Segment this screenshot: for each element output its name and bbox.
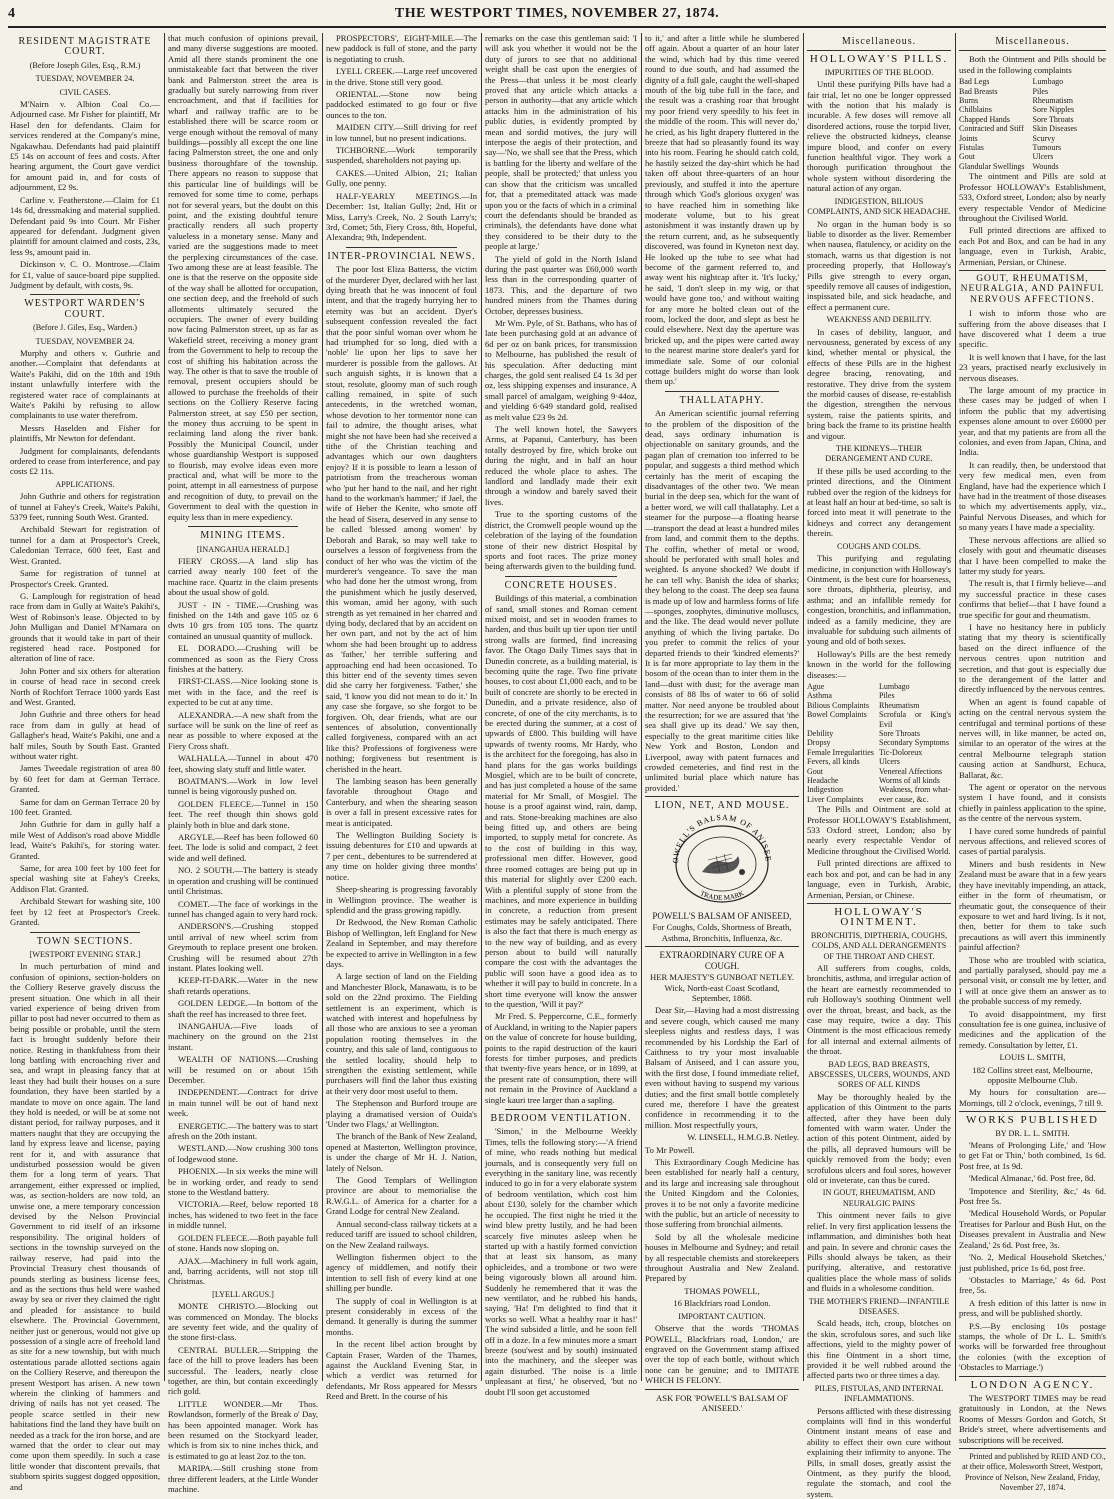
- paragraph: Sheep-shearing is progressing favorably in Wellington province. The weather is splendid and the grass growing rapidly.: [326, 884, 477, 915]
- ad-paragraph: Full printed directions are affixed to each Pot and Box, and can be had in any language, even in Turkish, Arabic, Armenian, Persian, or Chinese.: [959, 225, 1106, 267]
- column-7: [959, 33, 1106, 1493]
- list-item: Ulcers: [879, 757, 900, 767]
- subheading: CIVIL CASES.: [59, 87, 111, 97]
- paragraph: MARIPA.—Still crushing stone from three different leaders, at the Little Wonder machine.: [168, 1463, 318, 1495]
- list-item: Scrofula or King's Evil: [879, 710, 951, 729]
- ad-paragraph: Both the Ointment and Pills should be used in the following complaints: [959, 54, 1106, 75]
- divider: [30, 932, 140, 933]
- list-item: Sore Throats: [1032, 114, 1074, 124]
- ad-paragraph: Miners and bush residents in New Zealand must be aware that in a few years they have inevitably impending, an attack, either in the form of rheumatism, or rheumatic gout, the consequence of their exposure to wet and hard living. Is it not, then, better for them to take such precautions as will avert this imminently painful affection?: [959, 858, 1106, 953]
- trade-mark-stamp: [645, 814, 799, 908]
- divider: [959, 1448, 1106, 1449]
- ad-paragraph: 'No. 2, Medical Household Sketches,' just published, price 1s 6d, post free.: [959, 1252, 1106, 1273]
- ad-paragraph: I have no hesitancy here in publicly stating that my theory is scientifically based on the direct influence of the nervous centres upon nutrition and secretion, and that gout is especially due to the derangement of the latter and directly influenced by the nervous centres.: [959, 621, 1106, 695]
- paragraph: GOLDEN FLEECE.—Both payable full of stone. Hands now sloping on.: [168, 1232, 318, 1254]
- column-5: [645, 33, 799, 1413]
- divider: [645, 1389, 799, 1390]
- ad-title: HOLLOWAY'S OINTMENT.: [834, 905, 924, 929]
- list-item: Burns: [959, 96, 979, 106]
- ad-paragraph: All sufferers from coughs, colds, bronchitis, asthma, and irregular action of the heart are earnestly recommended to rub Holloway's soothing Ointment well over the throat, breast, and back, as the case may require, twice a day. This Ointment is the most efficacious remedy for all internal and external ailments of the throat.: [807, 962, 951, 1057]
- paragraph: True to the sporting customs of the district, the Cromwell people wound up the celebration of the laying of the foundation stone of their new district Hospital by sports and foot races. The prize money being afterwards given to the building fund.: [485, 509, 637, 572]
- list-item: Bad Legs: [959, 77, 990, 87]
- paragraph: that much confusion of opinions prevail, and many diverse suggestions are mooted. Amid all there stands prominent the one unmistakeable fact that between the river bank and Palmerston street the area is gradually but surely narrowing from river encroachment, and that if facilities for wharf and railway traffic are to be established there will be scarce room or verge enough without the removal of many buildings—possibly all except the one line facing Palmerston street, the one and only business thoroughfare of the township. There appears no reason to suppose that this particular line of buildings will be removed for some time to come, perhaps not for several years, but the doubt on this point, and the existing doubtful tenure practically renders all such property valueless in a monetary sense. Many and varied are the suggestions made to meet the perplexing circumstances of the case. Two among these are at least feasible. The one is that the reserve on the opposite side of the way shall be allotted for occupation, one section deep, and the freehold of such allotments ultimately secured the occupiers. The owner of every building now facing Palmerston street, up as far as Wakefield street, receiving a money grant from the Government to help to recoup the cost of shifting his habitation across the way. The other is that to save the trouble of removal, present occupiers should be allowed to purchase the freeholds of their sections on the Colliery Reserve facing Palmerston street, at say £50 per section, the money thus accruing to be spent in reclaiming land along the river bank. Possibly the Municipal Council, under whose guardianship Westport is supposed to flourish, may evolve ideas even more practical and, what will be more to the point, attempt in all earnestness of purpose and recognition of duty, to prevail on the Government to deal with the question in equity less than in mere expediency.: [168, 33, 318, 522]
- section-heading: THALLATAPHY.: [679, 394, 765, 406]
- list-item: Lumbago: [1032, 77, 1064, 87]
- paragraph: In the recent libel action brought by Captain Fraser, Warden of the Thames, against the Auckland Evening Star, in which a verdict was returned for defendants, Mr Ross appeared for Messrs Reed and Brett. In the course of his: [326, 1339, 477, 1402]
- list-item: Fistulas: [959, 143, 984, 153]
- seal-bottom-text: TRADE MARK: [698, 888, 746, 902]
- list-item: Rheumatism: [879, 700, 920, 710]
- ad-title: LONDON AGENCY.: [970, 1378, 1095, 1391]
- newspaper-title: THE WESTPORT TIMES, NOVEMBER 27, 1874.: [394, 6, 720, 21]
- divider: [645, 946, 799, 947]
- list-item: Asthma: [807, 691, 832, 701]
- paragraph: Annual second-class railway tickets at a reduced tariff are issued to school children, on the New Zealand railways.: [326, 1218, 477, 1250]
- section-heading: Miscellaneous.: [841, 36, 917, 47]
- column-3: [326, 33, 477, 1402]
- ad-address: 16 Blackfriars road London.: [673, 1298, 771, 1309]
- paragraph: ANDERSON'S.—Crushing stopped until arrival of new wheel scrim from Greymouth to replace present one broken. Crushing will be resumed about 27th instant. Plates looking well.: [168, 921, 318, 973]
- divider: [959, 270, 1106, 271]
- paragraph: In much perturbation of mind and confusion of opinions, section-holders on the Colliery Reserve gravely discuss the present situation. One which in all their varied experience of being driven from pillar to post had never occurred to them as being possible or probable, until the stern fact is brought suddenly before their notice. Resting in thankfulness from their long battling with encroaching river and sea, and wrapt in pleasing fancy that at least they had built their houses on a sure foundation, they have been startled by a mandate to move on once again. The land they hold is needed, or will be at some not distant period, for railway purposes, and it matters naught that they are occupying the land by express leave and license, paying rent for it, and with assurance that undisturbed possession would be given them for a long term of years. That arrangement, either expressed or implied, was, as section-holders are now told, an unwise one, a mere temporary concession devised by the Nelson Provincial Government to rid itself of an irksome responsibility. The original holders of sections in the township surveyed on the railway reserve, had paid into the Provincial Treasury chest thousands of pounds sterling as business license fees, and as the sections thus held were washed away by sea or river they claimed the right and pleaded for assistance to build elsewhere. The Provincial Government, neither just or generous, would not give up possession of a single acre of freehold land as site for a new township, but with much ostentatious parade allotted sections again on the Colliery Reserve, and thereupon the present Westport has arisen. A new town wherein the clinking of hammers and driving of nails has not yet ceased. The people scarce settled in their new habitations find the land they have built on needed as a track for the iron horse, and are warned that the order to clear out may come upon them speedily. In such a case little wonder that discontent prevails, that stubborn spirits suggest dogged opposition, and: [10, 961, 160, 1492]
- paragraph: WESTLAND.—Now crushing 300 tons of lodgewood stone.: [168, 1143, 318, 1164]
- ad-paragraph: Until these purifying Pills have had a fair trial, let no one be longer oppressed with the notion that his malady is incurable. A few doses will remove all disordered actions, rouse the torpid liver, relieve the obstructed kidneys, cleanse impure blood, and confer on every function healthful vigor. They work a thorough purification throughout the whole system without disordering the natural action of any organ.: [807, 79, 951, 194]
- list-item: Gout: [807, 766, 823, 776]
- list-item: Fevers, all kinds: [807, 757, 860, 767]
- seal-top-text: OWELL'S BALSAM OF ANISEE: [670, 813, 774, 864]
- paragraph: Buildings of this material, a combination of sand, small stones and Roman cement mixed moist, and set in wooden frames to harden, and thus built up tier upon tier until strong walls are formed, find increasing favor. The Otago Daily Times says that in Dunedin concrete, as a building material, is becoming quite the rage. Two fine private houses, to cost about £1,000 each, and to be built of concrete are shortly to be erected in Dunedin, and a private residence, also of concrete, of one of the city merchants, is to be erected during the summer, at a cost of upwards of £800. This building will have upwards of twenty rooms. Mr Hardy, who is the architect for the foregoing, has also in hand plans for the gas works buildings Mosgiel, which are to be built of concrete, and has just completed a house of the same material for Mr Small, of Mosgiel. The house is a proof against wind, rain, damp, and rats. Stone-breaking machines are also being fitted up, and others are being imported, to supply metal for concrete. As to the cost of building in this way, professional men differ. However, good three roomed cottages are being put up in this material for slightly over £200 each. With a plentiful supply of stone from the machines, and more experience in building in concrete, a reduction from present estimates may be safely anticipated. There is also the fact that there is much energy as to the new way of building, and as every person about to build will naturally compare the cost with the advantages the public will soon have a good idea as to whether it will pay to build in concrete. In a short time everyone will know the answer to the question, 'Will it pay?': [485, 593, 637, 1009]
- paragraph: Dr Redwood, the New Roman Catholic Bishop of Wellington, left England for New Zealand in September, and may therefore be expected to arrive in Wellington in a few days.: [326, 917, 477, 969]
- list-item: Ague: [807, 681, 825, 691]
- ad-paragraph: I have cured some hundreds of painful nervous affections, and relieved scores of cases of partial paralysis.: [959, 825, 1106, 857]
- ad-subheading: BY DR. L. L. SMITH.: [995, 1128, 1070, 1138]
- subheading: (Before Joseph Giles, Esq., R.M.): [29, 60, 141, 70]
- dateline: TUESDAY, NOVEMBER 24.: [35, 336, 135, 346]
- divider: [645, 796, 799, 797]
- list-item: Wounds: [1032, 161, 1059, 171]
- column-rule: [955, 33, 956, 1381]
- list-item: Sore Throats: [879, 729, 920, 738]
- paragraph: INANGAHUA.—Five loads of machinery on the ground on the 21st instant.: [168, 1020, 318, 1052]
- ad-subheading: BAD LEGS, BAD BREASTS, ABSCESSES, ULCERS, WOUNDS, AND SORES OF ALL KINDS: [808, 1059, 950, 1090]
- ad-paragraph: This purifying and regulating medicine, in conjunction with Holloway's Ointment, is the best cure for hoarseness, sore throats, diphtheria, pleurisy, and asthma; and an infallible remedy for congestion, bronchitis, and inflammation, indeed as a family medicine, they are invaluable for subduing such ailments of young and old of both sexes.: [807, 553, 951, 647]
- paragraph: The Stephenson and Burford troupe are playing a dramatised version of Ouida's 'Under two Flags,' at Wellington.: [326, 1098, 477, 1130]
- ad-signature: W. LINSELL, H.M.G.B. Netley.: [687, 1132, 799, 1143]
- ad-paragraph: The result is, that I firmly believe—and my successful practice in these cases confirms that belief—that I have found a true specific for gout and rheumatism.: [959, 578, 1106, 620]
- paragraph: ORIENTAL.—Stone now being paddocked estimated to go four or five ounces to the ton.: [326, 89, 477, 120]
- complaint-list: [959, 77, 1106, 171]
- ad-paragraph: Holloway's Pills are the best remedy known in the world for the following diseases:—: [807, 648, 951, 680]
- paragraph: Archibald Stewart for registration of tunnel for a dam at Prospector's Creek, Caledonian Terrace, 600 feet, East and West. Granted.: [10, 524, 160, 566]
- paragraph: LYELL CREEK.—Large reef uncovered in the drive. Stone still very good.: [326, 66, 477, 87]
- paragraph: The supply of coal in Wellington is at present considerably in excess of the demand. It generally is during the summer months.: [326, 1295, 477, 1337]
- paragraph: to it,' and after a little while he slumbered off again. About a quarter of an hour later the wind, which had by this time veered round to due south, and had assumed the dignity of a full gale, caught the well-shaped mouth of the big tube full in the face, and the result was a crashing roar that brought my poor friend very speedily to his feet in the middle of the room. This will never do,' he cried, as his light drapery fluttered in the breeze that had so pleasantly found its way into his room. Fearing he should catch cold, he hastily seized the day-shirt which he had taken off about three-quarters of an hour previously, and stuffed it into the aperture through which 'God's glorious oxygen' was to have reached him in something like moderate volume, but to his great astonishment it was instantly drawn up by the return current, and, as he subsequently discovered, was found in Kyneton next day. He looked up the tube to see what had become of the garment referred to, and away went his nightcap after it. 'It's lucky,' he said, 'I don't sleep in my wig, or that would have gone too,' and without waiting for any more he bolted clean out of the room, locked the door, and slept as best he could elsewhere. Next day the aperture was bricked up, and the pipes were carted away to the nearest marine store dealer's yard for immediate sale. Some of our colonial cottage builders might do worse than look them up.': [645, 33, 799, 387]
- divider: [807, 50, 951, 51]
- ad-maker: THOMAS POWELL,: [684, 1285, 760, 1296]
- ad-subheading: WEAKNESS AND DEBILITY.: [826, 315, 932, 325]
- ad-subheading: PILES, FISTULAS, AND INTERNAL INFLAMMATIONS.: [814, 1383, 944, 1404]
- paragraph: AJAX.—Machinery in full work again, and, barring accidents, will not stop till Christmas.: [168, 1255, 318, 1287]
- paragraph: M'Nairn v. Albion Coal Co.—Adjourned case. Mr Fisher for plaintiff, Mr Hasel den for defendants. Claim for services rendered at the Company's mine, Ngakawhau. Defendants had paid plaintiff £5 14s on account of fees and costs. After hearing argument, the Court gave verdict for amount paid in, and for costs of adjournment, £2 9s.: [10, 99, 160, 193]
- paragraph: BOATMAN'S.—Work in low level tunnel is being vigorously pushed on.: [168, 776, 318, 797]
- paragraph: KEEP-IT-DARK.—Water in the new shaft retards operations.: [168, 975, 318, 996]
- ad-addressee: To Mr Powell.: [645, 1144, 695, 1155]
- paragraph: The yield of gold in the North Island during the past quarter was £60,000 worth less than in the corresponding quarter of 1873. This, and the departure of two hundred miners from the Thames during October, depresses business.: [485, 253, 637, 316]
- ad-paragraph: Those who are troubled with sciatica, and partially paralysed, should pay me a personal visit, or consult me by letter, and I will at once give them an answer as to the probable success of my remedy.: [959, 954, 1106, 1007]
- ad-paragraph: The ointment and Pills are sold at Professor HOLLOWAY's Establishment, 533, Oxford street, London; also by nearly every respectable Vendor of Medicine throughout the Civilised World.: [959, 171, 1106, 223]
- list-item: Liver Complaints: [807, 794, 864, 804]
- section-heading: INTER-PROVINCIAL NEWS.: [327, 250, 476, 262]
- paragraph: MONTE CHRISTO.—Blocking out was commenced on Monday. The blocks are seventy feet wide, and the quality of the stone first-class.: [168, 1301, 318, 1343]
- list-item: Tumours: [1032, 143, 1062, 153]
- ad-paragraph: 'Impotence and Sterility, &c,' 4s 6d. Post free 5s.: [959, 1185, 1106, 1207]
- ad-paragraph: 'Medical Almanac,' 6d. Post free, 8d.: [969, 1173, 1096, 1184]
- ad-paragraph: The Pills and Ointment are sold at Professor HOLLOWAY'S Establishment, 533 Oxford street, London; also by nearly every respectable Vendor of Medicine throughout the Civilised World.: [807, 804, 951, 856]
- ad-title: POWELL'S BALSAM OF ANISEED,: [652, 911, 792, 922]
- ad-paragraph: P.S.—By enclosing 10s postage stamps, the whole of Dr L. L. Smith's works will be forwarded free throughout the colonies (with the exception of 'Obstacles to Marriage.'): [959, 1320, 1106, 1373]
- paragraph: remarks on the case this gentleman said: 'I will ask you whether it would not be the duty of jurors to see that no additional weight shall be cast upon the energies of the Press—that unless it be most clearly proved that any article which attacks a person in authority—that any article which attacks him in the administration of his public duties, is evidently prompted by mean and sordid motives, the jury will interpose the aegis of their protection, and say—'No, we shall see that the Press, which is battling for the liberty and welfare of the people, shall be protected;' that unless you can show that the criticism was uncalled for, that a premeditated attack was made upon you or the facts of which in a criminal court the defendants should be branded as criminals), the defendants have done what they considered to be their duty to the people at large.': [485, 33, 637, 252]
- list-item: Tic-Doloreux: [879, 747, 923, 757]
- section-heading: CONCRETE HOUSES.: [504, 579, 618, 591]
- ad-location: HER MAJESTY'S GUNBOAT NETLEY. Wick, North-east Coast Scotland, September, 1868.: [650, 972, 794, 1003]
- ad-paragraph: 'Medical Household Words, or Popular Treatises for Parlour and Bush Hut, on the Diseases prevalent in Australia and New Zealand,' 2s 6d. Post free, 3s.: [959, 1208, 1106, 1250]
- ad-paragraph: A fresh edition of this latter is now in press, and will be published shortly.: [959, 1297, 1106, 1319]
- paragraph: The Wellington Building Society is issuing debentures for £10 and upwards at 7 per cent., debentures to be surrendered at any time on holder giving three months' notice.: [326, 830, 477, 882]
- list-item: Secondary Symptoms: [879, 738, 949, 748]
- ad-subheading: COUGHS AND COLDS.: [837, 541, 921, 551]
- ad-paragraph: If these pills be used according to the printed directions, and the Ointment rubbed over the region of the kidneys for at least half an hour at bed-time, so salt is forced into meat it will penetrate to the kidneys and correct any derangement therein.: [807, 465, 951, 539]
- ad-paragraph: The agent or operator on the nervous system I have found, and it consists chiefly in painless application to the spine, as the centre of the nervous system.: [959, 782, 1106, 824]
- dateline: TUESDAY, NOVEMBER 24.: [35, 74, 135, 84]
- paragraph: The poor lost Eliza Batterss, the victim of the murderer Dyer, declared with her last dying breath that he was innocent of foul intent, and that the tragedy hurrying her to eternity was but an accident. Dyer's subsequent confession revealed the fact that the poor sinful woman over whom he had triumphed for so long, died with a 'noble' lie upon her lips to save her murderer is possible from the gallows. At such anguish sights, it is known that a stout, resolute, gloomy man of such rough calling remained, in spite of such antecedents, in the wretched woman, whose devotion to her tormentor none can fail to admire, the thought arises, what might she not have been had she received a tithe of the Christian teaching and advantages which our own daughters enjoy? If it is possible to learn a lesson of patriotism from the treacherous woman who 'put her hand to the nail, and her right hand to the workman's hammer;' if Jael, the wife of Heber the Kenite, who smote off the head of Sisera, deserved in any sense to be called 'blessed among women' by Deborah and Barak, so may well take to ourselves a lesson of forgiveness from the conduct of her who was the victim of the murderer's vengeance. To save the man who had done her the utmost wrong, from the punishment which he justly deserved, this woman, amid her agony, with such strength as yet remained in her charred and dying body, declared that by an accident on her own part, and not by the act of him whom she had been brought up to address as 'father,' her terrible suffering and approaching end had been occasioned. To this bitter end of the seventy times seven did she carry her forgiveness. 'Father,' she said, 'I know you did not mean to do it.' In any case she forgave, so she forgot to be forgiven. Oh, dear friends, what are our sentences of absolution, conventionally called forgiveness, compared with an act like this? Professions of forgiveness were nothing; forgiveness but resentment is cherished in the heart.: [326, 264, 477, 774]
- paragraph: Judgment for complainants, defendants ordered to cease from interference, and pay costs £2 11s.: [10, 445, 160, 477]
- ad-title: HOLLOWAY'S PILLS.: [809, 53, 949, 66]
- list-item: Piles: [879, 691, 895, 701]
- page-number: 4: [8, 6, 16, 21]
- list-item: Joints: [959, 133, 978, 143]
- column-rule: [481, 33, 482, 1381]
- list-item: Gout: [959, 152, 975, 162]
- ad-subheading: IMPURITIES OF THE BLOOD.: [824, 67, 934, 77]
- ad-paragraph: The WESTPORT TIMES may be read gratuitously in London, at the News Rooms of Messrs Gordon and Gotch, St Bride's street, where advertisements and subscriptions will be received.: [959, 1392, 1106, 1445]
- ad-heading: LION, NET, AND MOUSE.: [654, 800, 790, 812]
- list-item: Rheumatism: [1032, 96, 1073, 106]
- source-credit: [LYELL ARGUS.]: [212, 1289, 274, 1299]
- column-rule: [164, 33, 165, 1381]
- ad-paragraph: Full printed directions are affixed to each box and pot, and can be had in any language, even in Turkish, Arabic, Armenian, Persian, or Chinese.: [807, 858, 951, 900]
- paragraph: James Tweedale registration of area 80 by 60 feet for dam at German Terrace. Granted.: [10, 763, 160, 795]
- divider: [807, 903, 951, 904]
- paragraph: ALEXANDRA.—A new shaft from the surface will be sunk on the line of reef as near as possible to where exposed at the Fiery Cross shaft.: [168, 709, 318, 751]
- divider: [665, 391, 779, 392]
- paragraph: Mr Fred. S. Peppercorne, C.E., formerly of Auckland, in writing to the Napier papers on the value of concrete for house building, points to the rapid destruction of the kauri forests for timber purposes, and predicts that twenty-five years hence, or in 1899, at the present rate of consumption, there will not remain in the Province of Auckland a single kauri tree larger than a sapling.: [485, 1011, 637, 1105]
- ad-paragraph: This ointment never fails to give relief. In very first application lessens the inflammation, and diminishes both heat and pain. In severe and chronic cases the Pills should always be taken, as their purifying, alterative, and restorative qualities place the whole mass of solids and fluids in a wholesome condition.: [807, 1210, 951, 1294]
- paragraph: Dickinson v. C. O. Montrose.—Claim for £1, value of sauce-board pipe supplied. Judgment by default, with costs, 9s.: [10, 259, 160, 290]
- section-heading: BEDROOM VENTILATION.: [490, 1113, 632, 1125]
- masthead-rule: [8, 26, 1106, 28]
- paragraph: TICHBORNE.—Work temporarily suspended, shareholders not paying up.: [326, 145, 477, 166]
- ad-paragraph: 'Means of Prolonging Life,' and 'How to get Fat or Thin,' both combined, 1s 6d. Post free, at 1s 9d.: [959, 1140, 1106, 1171]
- divider: [505, 576, 617, 577]
- paragraph: John Guthrie and others for registration of tunnel at Fahey's Creek, Waite's Pakihi, 5379 feet, running South West. Granted.: [10, 491, 160, 523]
- paragraph: CENTRAL BULLER.—Stripping the face of the hill to prove leaders has been successful. The leaders, nearly close together, are thin, but contain exceedingly rich gold.: [168, 1344, 318, 1397]
- list-item: Scurvy: [1032, 133, 1056, 143]
- paragraph: John Potter and six others for alteration in course of head race in second creek North of Rochfort Terrace 1000 yards East and West. Granted.: [10, 665, 160, 707]
- ad-paragraph: Sold by all the wholesale medicine houses in Melbourne and Sydney; and retail by all respectable chemists and storekeepers throughout Australia and New Zealand. Prepared by: [645, 1231, 799, 1284]
- ad-paragraph: This Extraordinary Cough Medicine has been established for nearly half a century, and its large and increasing sale throughout the United Kingdom and the Colonies, proves it to be not only a favorite medicine with the public, but an article of necessity to those suffering from bronchial ailments.: [645, 1157, 799, 1230]
- paragraph: A large section of land on the Fielding and Manchester Block, Manawatu, is to be sold on the 22nd proximo. The Fielding settlement is an experiment, which is watched with interest and hopefulness by all those who are anxious to see a yeoman population rooting themselves in the country, and this sale of land, contiguous to the settled locality, should help to strengthen the existing settlement, while purchasers will find the labor thus existing at their very door most useful to them.: [326, 971, 477, 1096]
- paragraph: ENERGETIC.—The battery was to start afresh on the 20th instant.: [168, 1120, 318, 1142]
- list-item: Bowel Complaints: [807, 710, 867, 720]
- paragraph: PHOENIX.—In six weeks the mine will be in working order, and ready to send stone to the Westland battery.: [168, 1166, 318, 1198]
- list-item: Weakness, from what-: [879, 785, 951, 795]
- disease-list: [807, 682, 951, 804]
- list-item: Sore Nipples: [1032, 105, 1075, 115]
- paragraph: WALHALLA.—Tunnel in about 470 feet, showing slaty stuff and little water.: [168, 753, 318, 774]
- svg-text:POWELL'S BALSAM OF ANISEED: [662, 814, 773, 864]
- list-item: Chapped Hands: [959, 114, 1010, 124]
- list-item: Skin Diseases: [1032, 124, 1078, 134]
- ad-headline: EXTRAORDINARY CURE OF A COUGH.: [659, 950, 785, 971]
- column-rule: [803, 33, 804, 1381]
- paragraph: Same for dam on German Terrace 20 by 100 feet. Granted.: [10, 796, 160, 818]
- list-item: Ulcers: [1032, 152, 1054, 162]
- paragraph: FIRST-CLASS.—Nice looking stone is met with in the face, and the reef is expected to be cut at any time.: [168, 676, 318, 708]
- paragraph: WEALTH OF NATIONS.—Crushing will be resumed on or about 15th December.: [168, 1054, 318, 1085]
- ad-subtitle: For Coughs, Colds, Shortness of Breath, Asthma, Bronchitis, Influenza, &c.: [652, 922, 792, 943]
- ad-paragraph: To avoid disappointment, my first consultation fee is one guinea, inclusive of medicines and the application of the remedy. Consultation by letter, £1.: [959, 1008, 1106, 1050]
- paragraph: Messrs Haselden and Fisher for plaintiffs, Mr Newton for defendant.: [10, 422, 160, 444]
- ad-paragraph: In cases of debility, languor, and nervousness, generated by excess of any kind, whether mental or physical, the effects of these Pills are in the highest degree bracing, renovating, and restorative. They drive from the system the morbid causes of disease, re-establish the digestion, strengthen the nervous system, raise the patients spirits, and bring back the frame to its pristine health and vigour.: [807, 326, 951, 441]
- paragraph: MAIDEN CITY.—Still driving for reef in low tunnel, but no present indications.: [326, 122, 477, 143]
- ad-subheading: THE KIDNEYS—THEIR DERANGEMENT AND CURE.: [825, 444, 933, 464]
- paragraph: Same for registration of tunnel at Prospector's Creek. Granted.: [10, 568, 160, 589]
- section-heading: Miscellaneous.: [995, 36, 1070, 47]
- paragraph: LITTLE WONDER.—Mr Thos. Rowlandson, formerly of the Break o' Day, has been appointed manager. Work has been resumed on the Stockyard leader, which is from six to nine inches thick, and is estimated to go at least 2oz to the ton.: [168, 1398, 318, 1461]
- source-credit: [INANGAHUA HERALD.]: [196, 544, 290, 554]
- list-item: Headache: [807, 776, 839, 786]
- ad-paragraph: May be thoroughly healed by the application of this Ointment to the parts affected, after they have been duly fomented with warm water. Under the action of this potent Ointment, aided by the pills, all depraved humours will be quickly removed from the body; even scrofulous ulcers and foul sores, however old or inveterate, can thus be cured.: [807, 1091, 951, 1186]
- paragraph: Archibald Stewart for washing site, 100 feet by 12 feet at Prospector's Creek. Granted.: [10, 896, 160, 928]
- paragraph: FIERY CROSS.—A land slip has carried away nearly 100 feet of the machine race. Quartz in the claim presents about the usual show of gold.: [168, 555, 318, 598]
- ad-signature: LOUIS L. SMITH,: [999, 1052, 1066, 1063]
- ad-paragraph: 'Obstacles to Marriage,' 4s 6d. Post free, 5s.: [959, 1274, 1106, 1296]
- source-credit: [WESTPORT EVENING STAR.]: [29, 949, 141, 959]
- paragraph: 'Simon,' in the Melbourne Weekly Times, tells the following story:—'A friend of mine, who reads nothing but medical journals, and is consequently very full on everything in the sanitary line, was recently induced to go in for a very elaborate system of bedroom ventilation, which cost him about £130, solely for the chamber which he occupied. The first night he tried it the wind blew pretty lustily, and he had been scarcely five minutes asleep when he started up with a hastily formed conviction that at least six hansom, as many ophicleides, and a trombone or two were being vigorously blown all around him. Suddenly he remembered that it was the new ventilator, and he rubbed his hands, saying, 'Ha! I'm delighted to find that it works so well. What a healthy roar it has!' The wind subsided a little, and he soon fell off in a doze. In a few minutes more a smart breeze (sou'west and by south) insinuated into the machinery, and the sleeper was again disturbed. 'The noise is a little unpleasant at first,' he observed, 'but no doubt I'll soon get accustomed: [485, 1126, 637, 1397]
- section-heading: WESTPORT WARDEN'S COURT.: [24, 298, 146, 320]
- list-item: Contracted and Stiff: [959, 124, 1024, 134]
- ad-paragraph: The large amount of my practice in these cases may be judged of when I inform the public that my advertising expenses alone amount to over £6000 per year, and that my patients are from all the colonies, and even from Japan, China, and India.: [959, 385, 1106, 458]
- list-item: Debility: [807, 729, 834, 738]
- paragraph: Mr Wm. Pyle, of St. Bathans, who has of late been purchasing gold at an advance of 6d per oz on bank prices, for transmission to Melbourne, has published the result of his speculation. After deducting mint charges, the gold sent realised £4 1s 3d per oz, less shipping expenses and insurance. A small parcel of amalgam, weighing 9·44oz, and yielding 6·649 standard gold, realised as melt value £23 9s 2d.: [485, 317, 637, 422]
- paragraph: GOLDEN FLEECE.—Tunnel in 150 feet. The reef though thin shows gold plainly both in blue and dark stone.: [168, 798, 318, 830]
- divider: [30, 294, 140, 295]
- list-item: Female Irregularities: [807, 747, 874, 757]
- paragraph: Wellington fishermen object to the agency of middlemen, and notify their intention to sell fish of every kind at one shilling per bundle.: [326, 1251, 477, 1294]
- divider: [959, 1111, 1106, 1112]
- list-item: Bad Breasts: [959, 86, 998, 96]
- paragraph: An American scientific journal referring to the problem of the disposition of the dead, says ordinary inhumation is objectionable on sanitary grounds, and the pagan plan of cremation too inferred to be popular, and suggests a third method which certainly has the merit of escaping the disadvantages of the other two. 'We mean burial in the deep sea, which for the want of a better word, we will call thallataphy. Let a steamer for the purpose—a floating hearse—transport the dead at least a hundred miles from land, and commit them to the depths. The coffin, whether of metal or wood, should be perforated with small holes and weighted. Is anyone shocked? We doubt if he can tell why. Banish the idea of sharks; they belong to the coast. The deep sea fauna is made up of low and harmless forms of life—sponges, zoophytes, diminutive molluscs, and the like. The dead would never pollute anything of which the living partake. Do you prefer to commit the relics of your departed friends to their 'kindred elements?' It is far more appropriate to lay them in the bosom of the ocean than to inter them in the land—dust with dust; for the average man consists of 88 lbs of water to 66 of solid matter. Nor need anyone be troubled about the resurrection; for we are assured that 'the sea shall give up its dead.' We say then, especially to the great maritime cities like New York and Boston, London and Liverpool, away with patent furnaces and crowded cemeteries, and find rest in the unlimited burial place which nature has provided.': [645, 408, 799, 793]
- divider: [959, 1376, 1106, 1377]
- column-rule: [641, 33, 642, 1381]
- ad-paragraph: Persons afflicted with these distressing complaints will find in this wonderful Ointment instant means of ease and ability to effect their own cure without explaining their infirmity to anyone. The Pills, in small doses, greatly assist the Ointment, as they purify the blood, regulate the stomach, and cool the system.: [807, 1405, 951, 1499]
- paragraph: NO. 2 SOUTH.—The battery is steady in operation and crushing will be continued until Christmas.: [168, 865, 318, 897]
- list-item: Bilious Complaints: [807, 700, 870, 710]
- paragraph: VICTORIA.—Reef, below reported 18 inches, has widened to two feet in the face in middle tunnel.: [168, 1199, 318, 1231]
- column-4: [485, 33, 637, 1397]
- paragraph: INDEPENDENT.—Contract for drive in main tunnel will be out of hand next week.: [168, 1087, 318, 1119]
- ad-subheading: THE MOTHER'S FRIEND—INFANTILE DISEASES.: [808, 1296, 950, 1316]
- ad-subheading: INDIGESTION, BILIOUS COMPLAINTS, AND SICK HEADACHE.: [807, 196, 951, 217]
- paragraph: John Guthrie for dam in gully half a mile West of Addison's road above Middle lead, Waite's Pakihi's, for storing water. Granted.: [10, 819, 160, 861]
- masthead: [8, 6, 1106, 24]
- list-item: ever cause, &c.: [879, 794, 929, 804]
- paragraph: PROSPECTORS', EIGHT-MILE.—The new paddock is full of stone, and the party is negotiating to crush.: [326, 33, 477, 64]
- section-heading: MINING ITEMS.: [200, 530, 286, 542]
- ad-paragraph: When an agent is found capable of acting on the central nervous system the centrifugal and terminal portions of these nerves will, in like manner, be acted on, similar to an operator of the wires at the central Melbourne telegraph station causing action at Sandhurst, Echuca, Ballarat, &c.: [959, 696, 1106, 780]
- paragraph: Same, for area 100 feet by 100 feet for special washing site at Fahey's Creeks, Addison Flat. Granted.: [10, 863, 160, 894]
- paragraph: HALF-YEARLY MEETINGS.—In December: 1st, Italian Gully; 2nd, Hit or Miss, Larry's Creek, No. 2 South Larry's; 3rd, Comet; 5th, Fiery Cross, 8th, Hopeful, Alexandra; 9th, Independent.: [326, 190, 477, 243]
- paragraph: The lambing season has been generally favorable throughout Otago and Canterbury, and when the shearing season is over a fall in present excessive rates for meat is anticipated.: [326, 776, 477, 828]
- ad-paragraph: Observe that the words 'THOMAS POWELL, Blackfriars road, London,' are engraved on the Government stamp affixed over the top of each bottle, without which none can be genuine; and to IMITATE WHICH IS FELONY.: [645, 1323, 799, 1386]
- ad-paragraph: Dear Sir,—Having had a most distressing and severe cough, which caused me many sleepless nights and restless days, I was recommended by his Lordship the Earl of Caithness to try your most invaluable Balsam of Aniseed, and I can assure you, with the first dose, I found immediate relief, even without having to suspend my various duties; and the first small bottle completely cured me, therefore I have the greatest confidence in recommending it to the million. Most respectfully yours,: [645, 1005, 799, 1130]
- ad-paragraph: It can readily, then, be understood that very few medical men, even from England, have had the experience which I have had in the treatment of those diseases to which my advertisements apply, viz., Painful Nervous Diseases, and which for so many years I have made a speciality.: [959, 459, 1106, 533]
- list-item: Venereal Affections: [879, 766, 943, 776]
- divider: [346, 247, 457, 248]
- imprint: Printed and published by REID AND CO., at their office, Molesworth Street, Westport, Province of Nelson, New Zealand, Friday, November 27, 1874.: [962, 1452, 1106, 1493]
- paragraph: The branch of the Bank of New Zealand, opened at Masterton, Wellington province, is under the charge of Mr H. J. Nation, lately of Nelson.: [326, 1131, 477, 1173]
- list-item: Piles: [1032, 86, 1049, 96]
- list-item: Glandular Swellings: [959, 161, 1025, 171]
- divider: [959, 50, 1106, 51]
- paragraph: The Good Templars of Wellington province are about to memorialise the R.W.G.L. of America for a charter for a Grand Lodge for central New Zealand.: [326, 1175, 477, 1217]
- ad-paragraph: I wish to inform those who are suffering from the above diseases that I have discovered what I deem a true specific.: [959, 308, 1106, 350]
- paragraph: Murphy and others v. Guthrie and another.—Complaint that defendants at Waite's Pakihi, did on the 18th and 19th instant unlawfully interfere with the registered water race of complainants at Waite's Pakihi by refusing to allow complainants to use water therefrom.: [10, 347, 160, 421]
- ad-subheading: BRONCHITIS, DIPTHERIA, COUGHS, COLDS, AND ALL DERANGEMENTS OF THE THROAT AND CHEST.: [810, 930, 948, 961]
- list-item: Worms of all kinds: [879, 776, 940, 786]
- column-1: [10, 33, 160, 1492]
- ad-paragraph: Scald heads, itch, croup, blotches on the skin, scrofulous sores, and such like affections, yield to the mighty power of this fine Ointment in a short time, provided it be well rubbed around the affected parts two or three times a day.: [807, 1318, 951, 1381]
- paragraph: EL DORADO.—Crushing will be commenced as soon as the Fiery Cross finishes at the battery.: [168, 643, 318, 674]
- paragraph: JUST - IN - TIME.—Crushing was finished on the 14th and gave 105 oz 6 dwts 10 grs from 105 tons. The quartz contained an unusual quantity of mullock.: [168, 599, 318, 641]
- ad-caution-heading: IMPORTANT CAUTION.: [678, 1311, 766, 1321]
- ad-subheading: IN GOUT, RHEUMATISM, AND NEURALGIC PAINS: [822, 1188, 936, 1208]
- ad-address: 182 Collins street east, Melbourne, opposite Melbourne Club.: [972, 1064, 1093, 1085]
- list-item: Dropsy: [807, 738, 831, 748]
- paragraph: The well known hotel, the Sawyers Arms, at Papanui, Canterbury, has been totally destroyed by fire, which broke out during the night, and in half an hour reduced the whole place to ashes. The landlord and landlady made their exit through a window and barely saved their lives.: [485, 424, 637, 507]
- ad-paragraph: My hours for consultation are—Mornings, till 2 o'clock, evenings, 7 till 9.: [959, 1087, 1106, 1108]
- paragraph: CAKES.—United Albion, 21; Italian Gully, one penny.: [326, 167, 477, 189]
- column-rule: [322, 33, 323, 1381]
- ad-paragraph: These nervous affections are allied so closely with gout and rheumatic diseases that I have been compelled to make the latter my study for years.: [959, 534, 1106, 576]
- paragraph: John Guthrie and three others for head race from dam in gully at head of Gallagher's head, Waite's Pakihi, one and a half miles, South by South East. Granted without water right.: [10, 709, 160, 761]
- lion-net-mouse-seal: [662, 814, 782, 906]
- column-2: [168, 33, 318, 1495]
- subheading: APPLICATIONS.: [55, 479, 115, 489]
- paragraph: ARGYLE.—Reef has been followed 60 feet. The lode is solid and compact, 2 feet wide and well defined.: [168, 832, 318, 863]
- section-heading: RESIDENT MAGISTRATE COURT.: [18, 36, 152, 58]
- ad-paragraph: No organ in the human body is so liable to disorder as the liver. Remember when nausea, flatulency, or acidity on the stomach, warns us that digestion is not proceeding properly, that Holloway's Pills give strength to every organ, speedily remove all causes of indigestion, inspissated bile, and sick headache, and effect a permanent cure.: [807, 218, 951, 312]
- ad-footer: ASK FOR 'POWELL'S BALSAM OF ANISEED.': [655, 1392, 789, 1413]
- list-item: Indigestion: [807, 785, 843, 795]
- paragraph: COMET.—The face of workings in the tunnel has changed again to very hard rock.: [168, 898, 318, 919]
- ad-title: WORKS PUBLISHED: [966, 1114, 1099, 1127]
- paragraph: Carline v. Featherstone.—Claim for £1 14s 6d, dressmaking and material supplied. Defendant paid 9s into Court. Mr Fisher appeared for defendant. Judgment given plaintiff for amount claimed and costs, 23s, less 9s, amount paid in.: [10, 194, 160, 257]
- subheading: (Before J. Giles, Esq., Warden.): [32, 323, 137, 333]
- divider: [505, 1109, 617, 1110]
- list-item: Lumbago: [879, 681, 910, 691]
- column-6: [807, 33, 951, 1499]
- paragraph: G. Lamplough for registration of head race from dam in Gully at Waite's Pakihi's, West of Robinson's lease. Objected to by John Mulligan and Daniel M'Namara on grounds that it would take in part of their registered head race. Postponed for alteration of line of race.: [10, 590, 160, 664]
- divider: [188, 526, 298, 527]
- list-item: Chilblains: [959, 105, 992, 115]
- section-heading: TOWN SECTIONS.: [36, 935, 134, 947]
- ad-title: GOUT, RHEUMATISM, NEURALGIA, AND PAINFUL NERVOUS AFFECTIONS.: [960, 273, 1105, 305]
- ad-paragraph: It is well known that I have, for the last 23 years, practised nearly exclusively in nervous diseases.: [959, 351, 1106, 383]
- paragraph: GOLDEN LEDGE.—In bottom of the shaft the reef has increased to three feet.: [168, 998, 318, 1019]
